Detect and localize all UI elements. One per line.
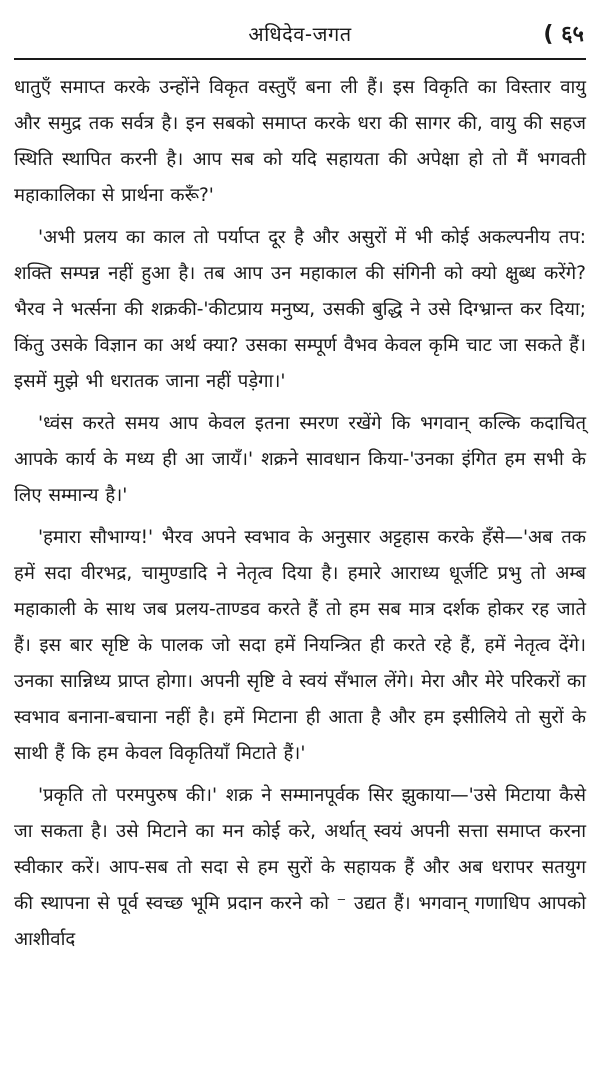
paragraph: 'हमारा सौभाग्य!' भैरव अपने स्वभाव के अनुसार अट्टहास करके हँसे—'अब तक हमें सदा वीरभद्र, चामुण्डादि ने नेतृत्व दिया है। हमारे आराध्य धूर्जटि प्रभु तो अम्ब महाकाली के साथ जब प्रलय-ताण्डव करते हैं तो हम सब मात्र दर्शक होकर रह जाते हैं। इस बार सृष्टि के पालक जो सदा हमें नियन्त्रित ही करते रहे हैं, हमें नेतृत्व देंगे। उनका सान्निध्य प्राप्त होगा। अपनी सृष्टि वे स्वयं सँभाल लेंगे। मेरा और मेरे परिकरों का स्वभाव बनाना-बचाना नहीं है। हमें मिटाना ही आता है और हम इसीलिये तो सुरों के साथी हैं कि हम केवल विकृतियाँ मिटाते हैं।' [14, 527, 586, 764]
paragraph: 'ध्वंस करते समय आप केवल इतना स्मरण रखेंगे कि भगवान् कल्कि कदाचित् आपके कार्य के मध्य ही आ जायँ।' शक्रने सावधान किया-'उनका इंगित हम सभी के लिए सम्मान्य है।' [14, 413, 586, 506]
paragraph: 'प्रकृति तो परमपुरुष की।' शक्र ने सम्मानपूर्वक सिर झुकाया—'उसे मिटाया कैसे जा सकता है। उसे मिटाने का मन कोई करे, अर्थात् स्वयं अपनी सत्ता समाप्त करना स्वीकार करें। आप-सब तो सदा से हम सुरों के सहायक हैं और अब धरापर सतयुग की स्थापना से पूर्व स्वच्छ भूमि प्रदान करने को ⁻ उद्यत हैं। भगवान् गणाधिप आपको आशीर्वाद [14, 785, 586, 950]
body-text [14, 70, 586, 958]
chapter-title: अधिदेव-जगत [248, 22, 352, 46]
paragraph: धातुएँ समाप्त करके उन्होंने विकृत वस्तुएँ बना ली हैं। इस विकृति का विस्तार वायु और समुद्र तक सर्वत्र है। इन सबको समाप्त करके धरा की सागर की, वायु की सहज स्थिति स्थापित करनी है। आप सब को यदि सहायता की अपेक्षा हो तो मैं भगवती महाकालिका से प्रार्थना करूँ?' [14, 77, 586, 206]
paragraph: 'अभी प्रलय का काल तो पर्याप्त दूर है और असुरों में भी कोई अकल्पनीय तप: शक्ति सम्पन्न नहीं हुआ है। तब आप उन महाकाल की संगिनी को क्यो क्षुब्ध करेंगे? भैरव ने भर्त्सना की शक्रकी-'कीटप्राय मनुष्य, उसकी बुद्धि ने उसे दिग्भ्रान्त कर दिया; किंतु उसके विज्ञान का अर्थ क्या? उसका सम्पूर्ण वैभव केवल कृमि चाट जा सकते हैं। इसमें मुझे भी धरातक जाना नहीं पड़ेगा।' [14, 227, 586, 392]
running-header [14, 18, 586, 60]
page-number: ( ६५ [543, 22, 584, 47]
